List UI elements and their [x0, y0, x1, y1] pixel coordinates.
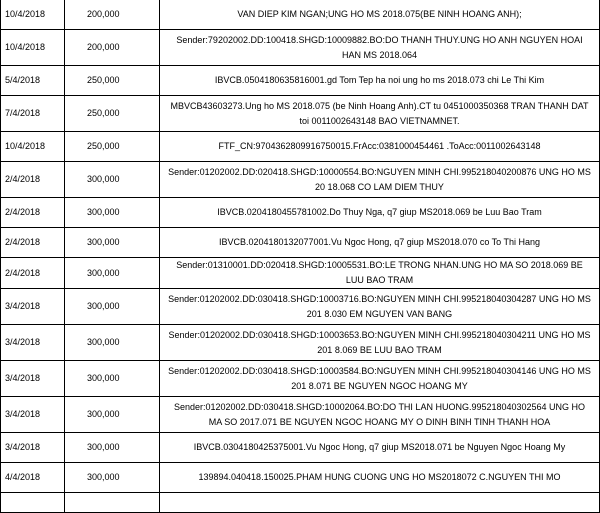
- row-amount: 250,000: [65, 132, 160, 162]
- row-amount: 300,000: [65, 258, 160, 289]
- table-row: [1, 228, 600, 258]
- row-date: [1, 493, 65, 513]
- row-description: Sender:01310001.DD:020418.SHGD:10005531.BO:LE TRONG NHAN.UNG HO MA SO 2018.069 BE LUU BAO TRAM: [160, 258, 600, 289]
- row-date: 3/4/2018: [1, 289, 65, 325]
- row-description: FTF_CN:9704362809916750015.FrAcc:0381000454461 .ToAcc:0011002643148: [160, 132, 600, 162]
- row-amount: 300,000: [65, 361, 160, 397]
- row-amount: 300,000: [65, 325, 160, 361]
- row-amount: 250,000: [65, 96, 160, 132]
- row-amount: 300,000: [65, 198, 160, 228]
- table-row: [1, 289, 600, 325]
- row-amount: 300,000: [65, 397, 160, 433]
- row-description: IBVCB.0504180635816001.gd Tom Tep ha noi ung ho ms 2018.073 chi Le Thi Kim: [160, 66, 600, 96]
- table-row: [1, 132, 600, 162]
- row-date: 2/4/2018: [1, 258, 65, 289]
- row-description: [160, 493, 600, 513]
- row-date: 2/4/2018: [1, 162, 65, 198]
- row-amount: 300,000: [65, 228, 160, 258]
- table-row: [1, 397, 600, 433]
- row-description: IBVCB.0304180425375001.Vu Ngoc Hong, q7 giup MS2018.071 be Nguyen Ngoc Hoang My: [160, 433, 600, 463]
- table-row: [1, 198, 600, 228]
- row-amount: 300,000: [65, 289, 160, 325]
- table-row: [1, 493, 600, 513]
- row-description: VAN DIEP KIM NGAN;UNG HO MS 2018.075(BE NINH HOANG ANH);: [160, 0, 600, 30]
- row-date: 7/4/2018: [1, 96, 65, 132]
- row-date: 10/4/2018: [1, 30, 65, 66]
- row-date: 10/4/2018: [1, 132, 65, 162]
- row-date: 2/4/2018: [1, 228, 65, 258]
- row-description: Sender:01202002.DD:020418.SHGD:10000554.BO:NGUYEN MINH CHI.995218040200876 UNG HO MS 20 18.068 CO LAM DIEM THUY: [160, 162, 600, 198]
- row-amount: 300,000: [65, 463, 160, 493]
- row-description: Sender:01202002.DD:030418.SHGD:10003716.BO:NGUYEN MINH CHI.995218040304287 UNG HO MS 201 8.030 EM NGUYEN VAN BANG: [160, 289, 600, 325]
- table-row: [1, 30, 600, 66]
- table-row: [1, 258, 600, 289]
- row-date: 3/4/2018: [1, 397, 65, 433]
- row-description: Sender:79202002.DD:100418.SHGD:10009882.BO:DO THANH THUY.UNG HO ANH NGUYEN HOAI HAN MS 2018.064: [160, 30, 600, 66]
- row-amount: 300,000: [65, 162, 160, 198]
- table-row: [1, 325, 600, 361]
- row-description: IBVCB.0204180455781002.Do Thuy Nga, q7 giup MS2018.069 be Luu Bao Tram: [160, 198, 600, 228]
- table-row: [1, 0, 600, 30]
- row-description: 139894.040418.150025.PHAM HUNG CUONG UNG HO MS2018072 C.NGUYEN THI MO: [160, 463, 600, 493]
- table-row: [1, 361, 600, 397]
- row-date: 10/4/2018: [1, 0, 65, 30]
- row-amount: 200,000: [65, 30, 160, 66]
- table-row: [1, 433, 600, 463]
- row-date: 3/4/2018: [1, 325, 65, 361]
- row-date: 3/4/2018: [1, 433, 65, 463]
- row-description: IBVCB.0204180132077001.Vu Ngoc Hong, q7 giup MS2018.070 co To Thi Hang: [160, 228, 600, 258]
- row-amount: [65, 493, 160, 513]
- row-description: Sender:01202002.DD:030418.SHGD:10003653.BO:NGUYEN MINH CHI.995218040304211 UNG HO MS 201 8.069 BE LUU BAO TRAM: [160, 325, 600, 361]
- row-amount: 250,000: [65, 66, 160, 96]
- table-row: [1, 66, 600, 96]
- row-description: Sender:01202002.DD:030418.SHGD:10003584.BO:NGUYEN MINH CHI.995218040304146 UNG HO MS 201 8.071 BE NGUYEN NGOC HOANG MY: [160, 361, 600, 397]
- row-amount: 200,000: [65, 0, 160, 30]
- table-row: [1, 162, 600, 198]
- row-amount: 300,000: [65, 433, 160, 463]
- table-row: [1, 463, 600, 493]
- row-description: MBVCB43603273.Ung ho MS 2018.075 (be Ninh Hoang Anh).CT tu 0451000350368 TRAN THANH DAT toi 0011002643148 BAO VIETNAMNET.: [160, 96, 600, 132]
- row-date: 2/4/2018: [1, 198, 65, 228]
- row-date: 4/4/2018: [1, 463, 65, 493]
- row-description: Sender:01202002.DD:030418.SHGD:10002064.BO:DO THI LAN HUONG.995218040302564 UNG HO MA SO 2017.071 BE NGUYEN NGOC HOANG MY O DINH BINH TINH THANH HOA: [160, 397, 600, 433]
- row-date: 5/4/2018: [1, 66, 65, 96]
- row-date: 3/4/2018: [1, 361, 65, 397]
- table-row: [1, 96, 600, 132]
